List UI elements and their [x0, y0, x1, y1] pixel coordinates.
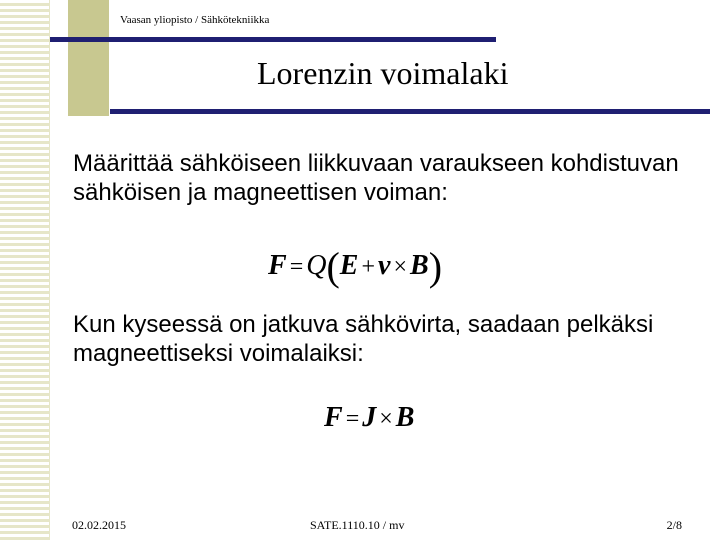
charge-symbol: Q	[306, 250, 327, 281]
paragraph-lorentz-description: Määrittää sähköiseen liikkuvaan varaukseen kohdistuvan sähköisen ja magneettisen voiman:	[73, 150, 679, 206]
equals-sign: =	[345, 406, 360, 432]
electric-field-symbol: E	[339, 250, 359, 281]
title-rule	[110, 109, 710, 114]
footer-course-code: SATE.1110.10 / mv	[310, 518, 405, 532]
decorative-block	[68, 0, 109, 116]
current-density-symbol: J	[362, 402, 377, 433]
force-symbol: F	[324, 402, 343, 433]
magnetic-field-symbol: B	[410, 250, 429, 281]
velocity-symbol: v	[378, 250, 391, 281]
paragraph-current-force: Kun kyseessä on jatkuva sähkövirta, saadaan pelkäksi magneettiseksi voimalaiksi:	[73, 311, 654, 367]
header-rule	[50, 37, 496, 42]
lorentz-force-formula	[268, 243, 442, 293]
decorative-stripes	[0, 0, 50, 540]
footer-date: 02.02.2015	[72, 518, 126, 532]
cross-product-sign: ×	[379, 406, 393, 432]
force-symbol: F	[268, 250, 287, 281]
plus-sign: +	[361, 254, 376, 280]
equals-sign: =	[289, 254, 304, 280]
page-number: 2/8	[666, 518, 682, 532]
right-paren: )	[428, 244, 443, 289]
magnetic-field-symbol: B	[395, 402, 415, 433]
left-paren: (	[326, 244, 340, 289]
cross-product-sign: ×	[393, 254, 408, 280]
slide-title: Lorenzin voimalaki	[257, 55, 509, 91]
magnetic-force-formula	[324, 402, 414, 452]
institution-header: Vaasan yliopisto / Sähkötekniikka	[120, 14, 270, 26]
